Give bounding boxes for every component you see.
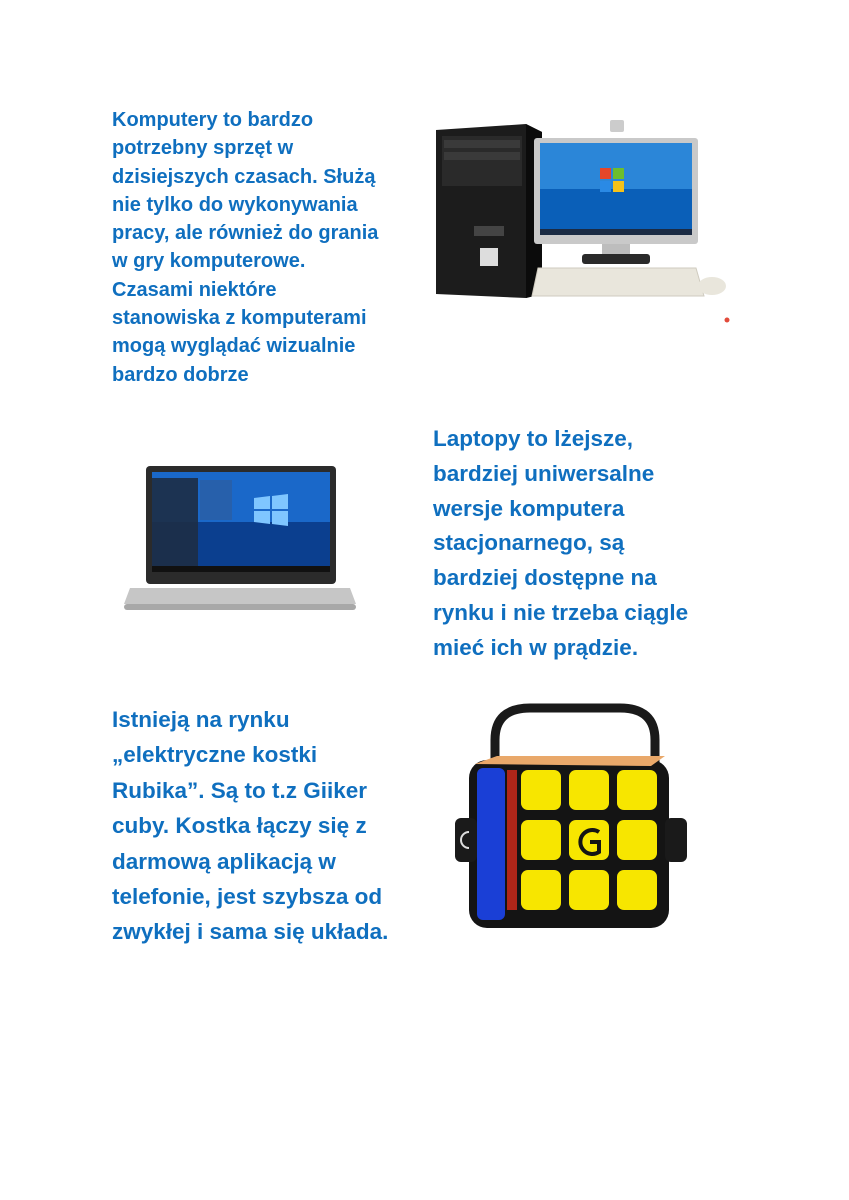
- paragraph-computers: Komputery to bardzo potrzebny sprzęt w dzisiejszych czasach. Służą nie tylko do wykonywania pracy, ale również do grania w gry komputerowe. Czasami niektóre stanowiska z komputerami mogą wyglądać wizualnie bardzo dobrze: [112, 109, 379, 386]
- pc-tower: [436, 124, 542, 298]
- watermark-dot: [725, 318, 730, 323]
- paragraph-cube: Istnieją na rynku „elektryczne kostki Rubika”. Są to t.z Giiker cuby. Kostka łączy się z darmową aplikacją w telefonie, jest szybsza od zwykłej i sama się układa.: [112, 707, 389, 945]
- start-menu: [152, 478, 198, 572]
- paragraph-laptops: Laptopy to lżejsze, bardziej uniwersalne wersje komputera stacjonarnego, są bardziej dostępne na rynku i nie trzeba ciągle mieć ich w prądzie.: [433, 426, 689, 660]
- laptop-base: [124, 588, 356, 604]
- cube-right-clip: [665, 818, 687, 862]
- keyboard: [532, 268, 704, 296]
- mouse: [698, 277, 726, 295]
- monitor: [534, 120, 698, 264]
- desktop-computer-image: [434, 118, 734, 338]
- cube-yellow-face: [521, 770, 657, 910]
- cube-left-clip: [455, 818, 477, 862]
- laptop-image: [120, 460, 360, 620]
- giiker-cube-image: [455, 700, 695, 940]
